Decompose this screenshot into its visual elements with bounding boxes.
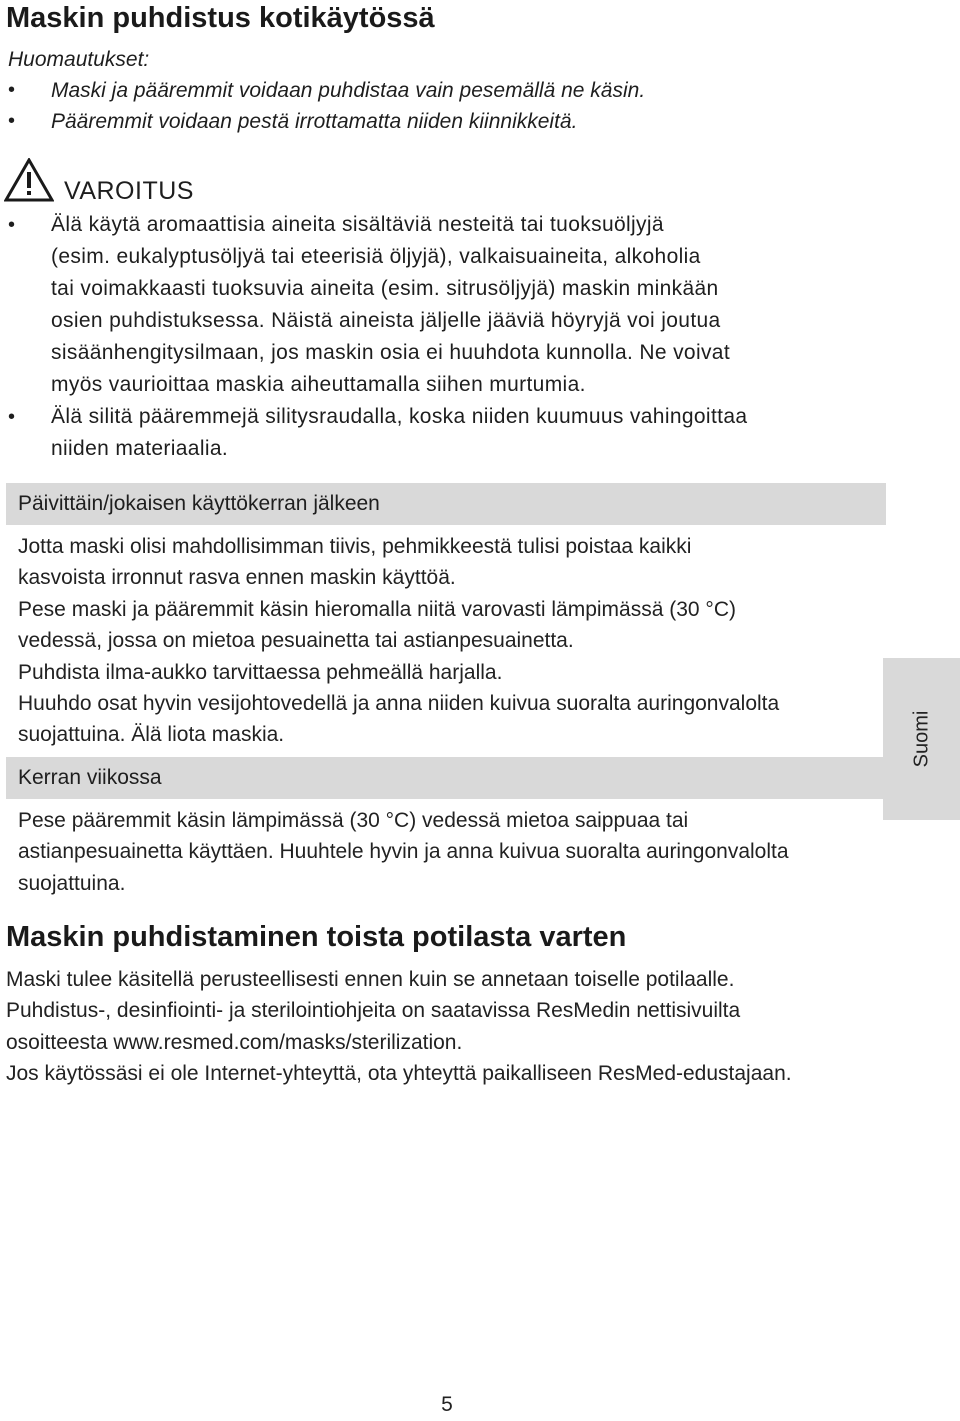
warning-line: myös vaurioittaa maskia aiheuttamalla siihen murtumia. — [51, 373, 586, 396]
paragraph-line: astianpesuainetta käyttäen. Huuhtele hyvin ja anna kuivua suoralta auringonvalolta — [18, 840, 789, 864]
paragraph-line: Jos käytössäsi ei ole Internet-yhteyttä, ota yhteyttä paikalliseen ResMed-edustajaan. — [6, 1062, 792, 1086]
paragraph-line: Puhdistus-, desinfiointi- ja sterilointiohjeita on saatavissa ResMedin nettisivuilta — [6, 999, 741, 1023]
language-tab-label: Suomi — [910, 710, 932, 768]
weekly-instructions — [18, 805, 898, 899]
paragraph-line: osoitteesta www.resmed.com/masks/sterilization. — [6, 1030, 463, 1054]
warning-list — [0, 209, 880, 465]
notes-heading: Huomautukset: — [8, 48, 150, 71]
paragraph-line: Maski tulee käsitellä perusteellisesti ennen kuin se annetaan toiselle potilaalle. — [6, 968, 735, 991]
daily-instructions — [18, 531, 898, 751]
language-tab — [883, 658, 960, 820]
paragraph-line: Jotta maski olisi mahdollisimman tiivis, pehmikkeestä tulisi poistaa kaikki — [18, 535, 692, 558]
list-item — [0, 209, 880, 401]
paragraph-line: Puhdista ilma-aukko tarvittaessa pehmeällä harjalla. — [18, 660, 503, 684]
warning-line: niiden materiaalia. — [51, 437, 229, 460]
list-item — [0, 401, 880, 465]
paragraph-line: suojattuina. — [18, 871, 126, 895]
page-title: Maskin puhdistus kotikäytössä — [6, 2, 435, 34]
list-item — [0, 75, 900, 106]
list-item — [0, 106, 900, 137]
warning-line: Älä käytä aromaattisia aineita sisältäviä nesteitä tai tuoksuöljyjä — [51, 213, 664, 236]
warning-line: tai voimakkaasti tuoksuvia aineita (esim. sitrusöljyjä) maskin minkään — [51, 277, 719, 300]
paragraph-line: suojattuina. Älä liota maskia. — [18, 723, 285, 747]
notes-list — [0, 75, 900, 137]
bullet-icon: • — [8, 79, 16, 101]
reprocessing-text — [6, 964, 926, 1090]
bullet-icon: • — [8, 214, 16, 236]
page-number: 5 — [441, 1393, 453, 1416]
paragraph-line: vedessä, jossa on mietoa pesuainetta tai astianpesuainetta. — [18, 629, 574, 653]
warning-line: Älä silitä pääremmejä silitysraudalla, koska niiden kuumuus vahingoittaa — [51, 405, 748, 428]
warning-line: osien puhdistuksessa. Näistä aineista jäljelle jääviä höyryjä voi joutua — [51, 309, 721, 332]
warning-title: VAROITUS — [64, 177, 194, 205]
reprocessing-heading: Maskin puhdistaminen toista potilasta varten — [6, 921, 627, 953]
paragraph-line: Pese maski ja pääremmit käsin hieromalla niitä varovasti lämpimässä (30 °C) — [18, 597, 736, 621]
bullet-icon: • — [8, 406, 16, 428]
paragraph-line: Pese pääremmit käsin lämpimässä (30 °C) vedessä mietoa saippuaa tai — [18, 809, 689, 832]
warning-line: sisäänhengitysilmaan, jos maskin osia ei huuhdota kunnolla. Ne voivat — [51, 341, 731, 364]
bullet-icon: • — [8, 110, 16, 132]
warning-line: (esim. eukalyptusöljyä tai eteerisiä öljyjä), valkaisuaineita, alkoholia — [51, 245, 701, 268]
section-heading-weekly: Kerran viikossa — [6, 757, 886, 799]
note-text: Pääremmit voidaan pestä irrottamatta niiden kiinnikkeitä. — [51, 110, 578, 133]
warning-triangle-icon — [4, 158, 54, 202]
paragraph-line: kasvoista irronnut rasva ennen maskin käyttöä. — [18, 566, 456, 590]
note-text: Maski ja pääremmit voidaan puhdistaa vain pesemällä ne käsin. — [51, 79, 646, 102]
section-heading-daily: Päivittäin/jokaisen käyttökerran jälkeen — [6, 483, 886, 525]
paragraph-line: Huuhdo osat hyvin vesijohtovedellä ja anna niiden kuivua suoralta auringonvalolta — [18, 692, 780, 716]
